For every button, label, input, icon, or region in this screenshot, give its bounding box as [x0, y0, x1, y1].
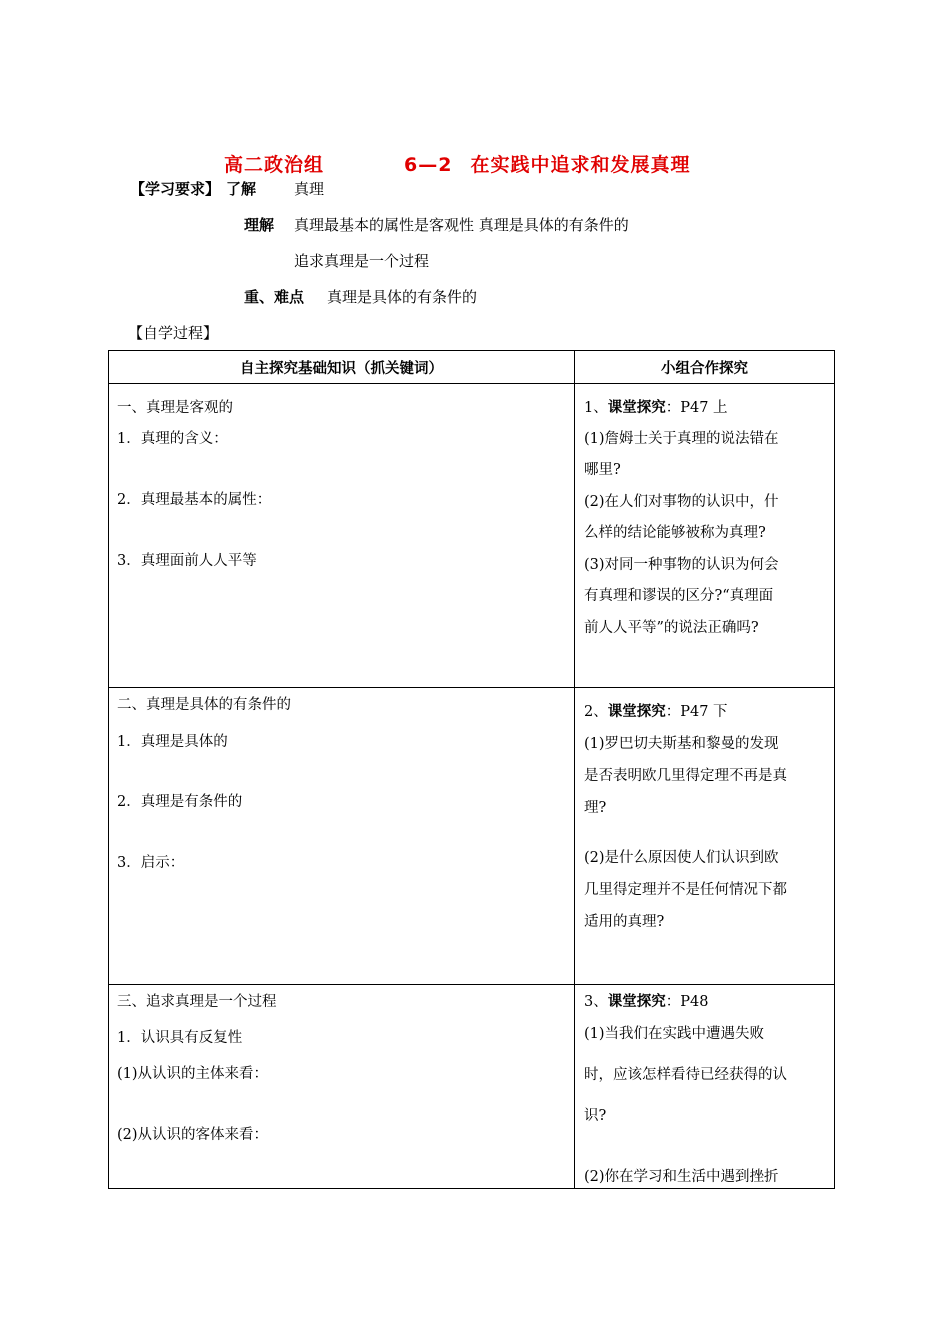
table-row	[109, 688, 835, 985]
page-title	[224, 150, 690, 177]
study-table	[108, 350, 835, 1189]
row1-right-line: 么样的结论能够被称为真理?	[584, 525, 766, 541]
row2-right-cell	[575, 688, 835, 985]
row2-right-line: (1)罗巴切夫斯基和黎曼的发现	[584, 736, 779, 752]
heading-page: ：P47 下	[665, 704, 728, 720]
title-group: 高二政治组	[224, 154, 325, 176]
row1-right-line: (1)詹姆士关于真理的说法错在	[584, 431, 779, 447]
process-label: 【自学过程】	[128, 324, 219, 342]
row2-left-line: 2．真理是有条件的	[117, 794, 243, 810]
row3-right-line: 识?	[584, 1108, 607, 1124]
understand-text: 真理	[294, 180, 325, 198]
heading-page: ：P47 上	[665, 400, 728, 416]
row3-left-line: (2)从认识的客体来看：	[117, 1127, 269, 1143]
row3-left-line: 三、追求真理是一个过程	[117, 994, 277, 1010]
table-row	[109, 985, 835, 1189]
row2-left-line: 1．真理是具体的	[117, 734, 228, 750]
row1-right-line: (2)在人们对事物的认识中，什	[584, 494, 779, 510]
heading-number: 2、	[584, 704, 608, 720]
title-topic: 在实践中追求和发展真理	[470, 154, 691, 176]
row3-left-line: 1．认识具有反复性	[117, 1030, 243, 1046]
row1-right-line: 有真理和谬误的区分?“真理面	[584, 588, 774, 604]
row2-right-line: 几里得定理并不是任何情况下都	[584, 882, 787, 898]
row2-left-cell	[109, 688, 575, 985]
row1-right-line: (3)对同一种事物的认识为何会	[584, 557, 779, 573]
table-header-self-study: 自主探究基础知识（抓关键词）	[109, 351, 575, 384]
row2-left-line: 二、真理是具体的有条件的	[117, 697, 291, 713]
row2-right-heading	[584, 700, 814, 721]
row3-right-cell	[575, 985, 835, 1189]
row3-right-line: (2)你在学习和生活中遇到挫折	[584, 1169, 779, 1185]
heading-number: 1、	[584, 400, 608, 416]
understand-label: 了解	[226, 180, 257, 198]
heading-label: 课堂探究	[607, 704, 666, 720]
table-header-row	[109, 351, 835, 384]
row2-left-line: 3．启示：	[117, 855, 185, 871]
heading-label: 课堂探究	[607, 400, 666, 416]
row1-left-line: 1．真理的含义：	[117, 431, 228, 447]
key-points-text: 真理是具体的有条件的	[327, 288, 478, 306]
heading-page: ：P48	[665, 994, 709, 1010]
title-lesson: 6—2	[404, 154, 453, 176]
comprehend-line1: 真理最基本的属性是客观性 真理是具体的有条件的	[294, 216, 629, 234]
row1-left-line: 2．真理最基本的属性：	[117, 492, 272, 508]
row3-right-heading	[584, 990, 814, 1011]
row1-right-cell	[575, 384, 835, 688]
comprehend-line2: 追求真理是一个过程	[294, 252, 430, 270]
row1-right-heading	[584, 396, 814, 417]
row1-right-line: 前人人平等”的说法正确吗?	[584, 620, 759, 636]
heading-number: 3、	[584, 994, 608, 1010]
comprehend-label: 理解	[244, 216, 275, 234]
key-points-label: 重、难点	[244, 288, 305, 306]
row3-right-line: 时，应该怎样看待已经获得的认	[584, 1067, 787, 1083]
row2-right-line: 理?	[584, 800, 607, 816]
row3-right-line: (1)当我们在实践中遭遇失败	[584, 1026, 765, 1042]
row1-left-cell	[109, 384, 575, 688]
row2-right-line: 适用的真理?	[584, 914, 665, 930]
row1-left-line: 一、真理是客观的	[117, 400, 233, 416]
row3-left-cell	[109, 985, 575, 1189]
row2-right-line: (2)是什么原因使人们认识到欧	[584, 850, 779, 866]
row2-right-line: 是否表明欧几里得定理不再是真	[584, 768, 787, 784]
requirements-label: 【学习要求】	[130, 180, 221, 198]
row1-right-line: 哪里?	[584, 462, 621, 478]
row1-left-line: 3．真理面前人人平等	[117, 553, 257, 569]
table-row	[109, 384, 835, 688]
heading-label: 课堂探究	[607, 994, 666, 1010]
row3-left-line: (1)从认识的主体来看：	[117, 1066, 269, 1082]
table-header-group-study: 小组合作探究	[575, 351, 835, 384]
